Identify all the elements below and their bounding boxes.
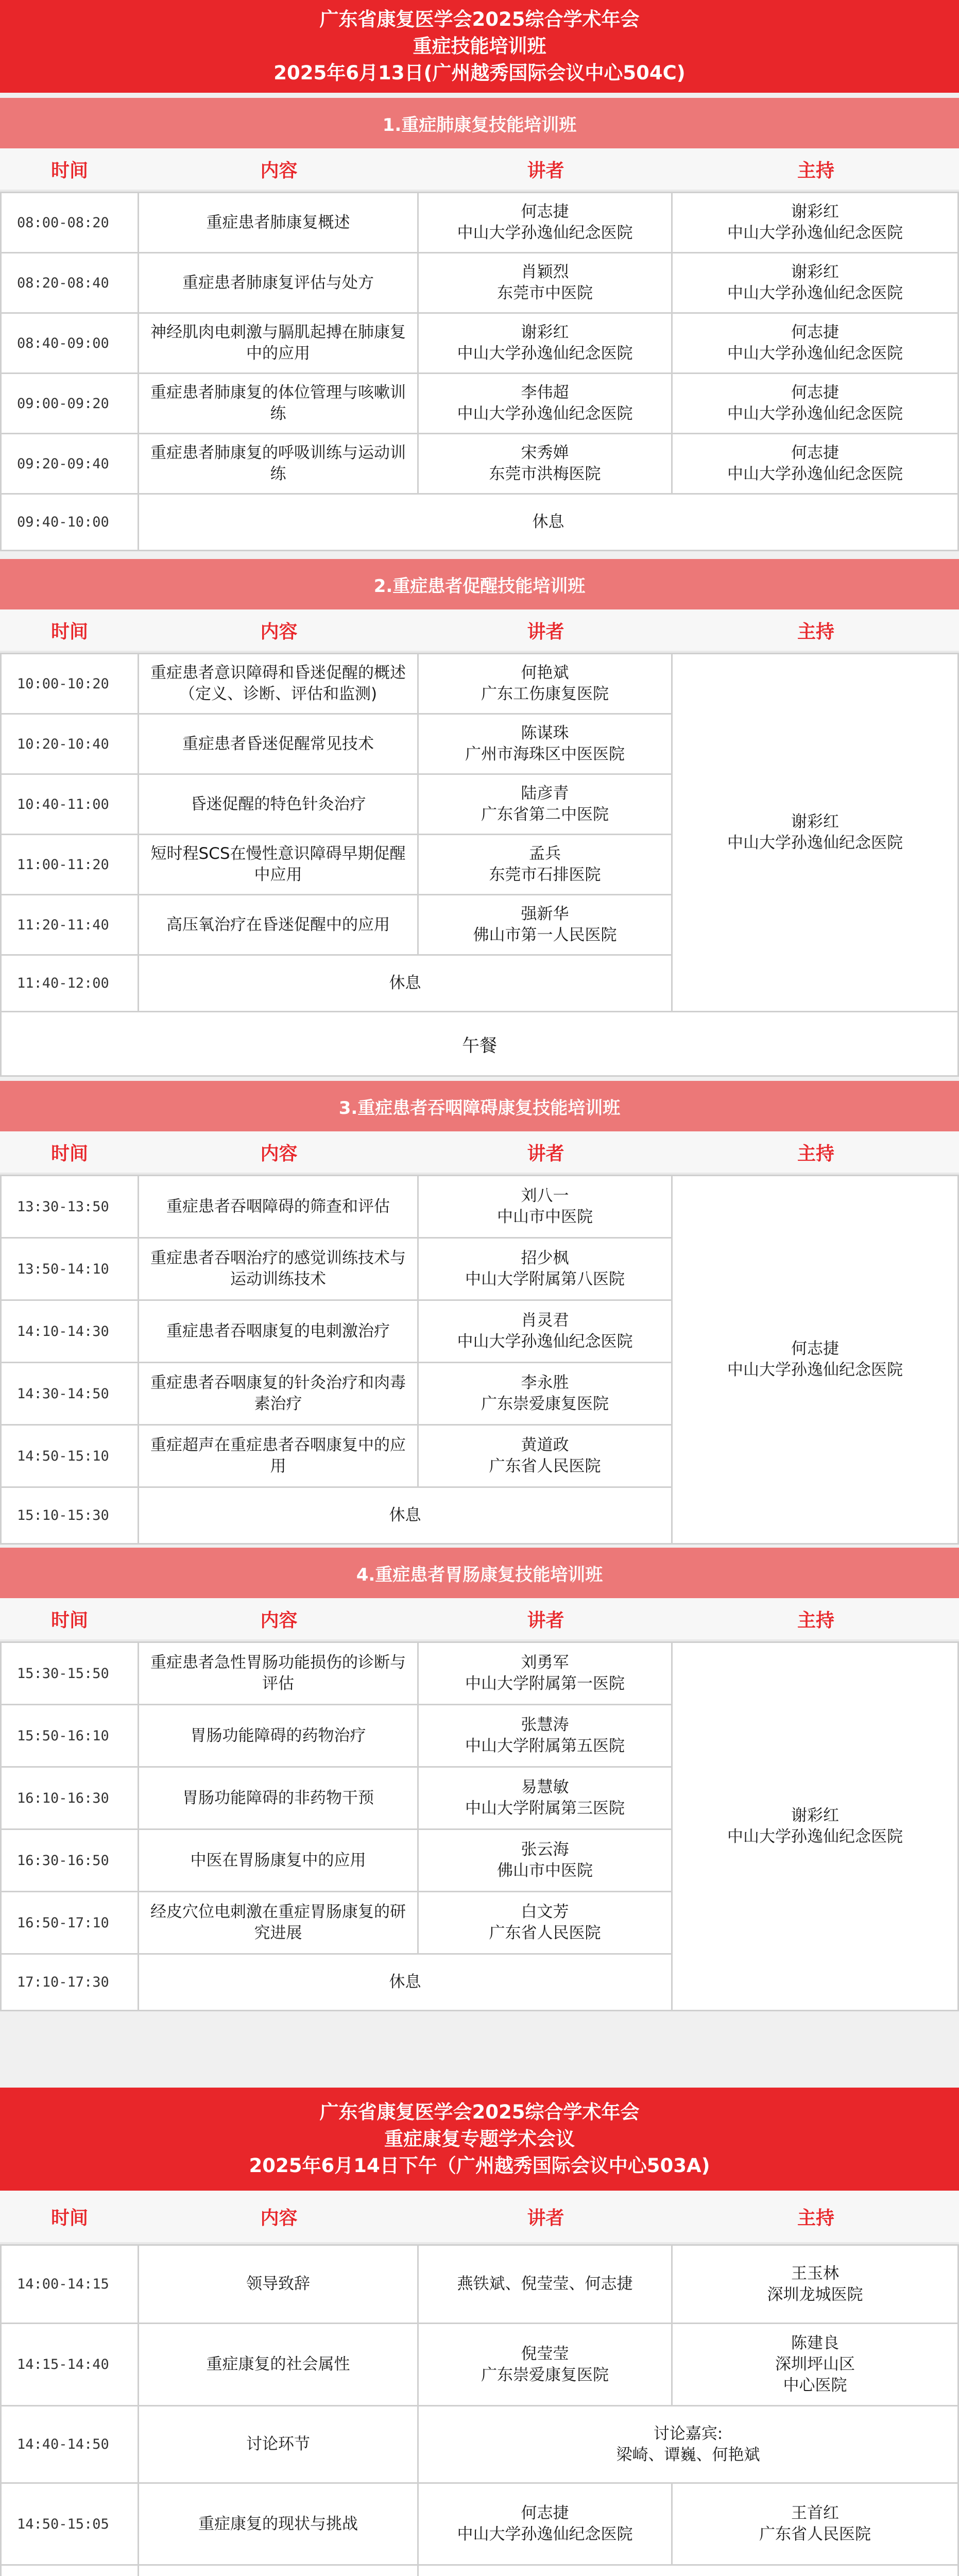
- column-time: 时间: [50, 160, 88, 181]
- topic-cell: 重症康复的现状与挑战: [139, 2484, 419, 2566]
- host-cell: 谢彩红 中山大学孙逸仙纪念医院: [673, 193, 959, 253]
- spacer: [0, 2011, 959, 2088]
- speaker-cell: 白文芳 广东省人民医院: [419, 1892, 673, 1955]
- section-table: [0, 1641, 959, 2011]
- column-time: 时间: [50, 1143, 88, 1164]
- time-cell: 15:50-16:10: [0, 1705, 139, 1768]
- spacer: [0, 551, 959, 559]
- speaker-cell: 倪莹莹 广东崇爱康复医院: [419, 2324, 673, 2406]
- break-time-cell: 09:40-10:00: [0, 495, 139, 551]
- break-cell: 休息: [139, 1488, 673, 1545]
- column-header-row: [0, 1598, 959, 1641]
- topic-cell: 重症患者肺康复概述: [139, 193, 419, 253]
- column-speaker: 讲者: [527, 1609, 564, 1631]
- host-cell: 何志捷 中山大学孙逸仙纪念医院: [673, 434, 959, 495]
- section-table: [0, 192, 959, 551]
- break-time-cell: 17:10-17:30: [0, 1955, 139, 2011]
- lunch-row: 午餐: [0, 1012, 959, 1077]
- topic-cell: 重症患者昏迷促醒常见技术: [139, 715, 419, 775]
- speaker-cell: 李伟超 中山大学孙逸仙纪念医院: [419, 374, 673, 434]
- topic-cell: 胃肠功能障碍的药物治疗: [139, 1705, 419, 1768]
- topic-cell: 重症患者吞咽康复的针灸治疗和肉毒素治疗: [139, 1363, 419, 1426]
- time-cell: 14:50-15:10: [0, 1426, 139, 1488]
- topic-cell: 短时程SCS在慢性意识障碍早期促醒中应用: [139, 835, 419, 895]
- time-cell: 13:50-14:10: [0, 1239, 139, 1301]
- column-time: 时间: [50, 2207, 88, 2229]
- header1-line3: 2025年6月13日(广州越秀国际会议中心504C): [273, 62, 686, 84]
- topic-cell: 胃肠功能障碍的非药物干预: [139, 1768, 419, 1830]
- topic-cell: 领导致辞: [139, 2246, 419, 2324]
- time-cell: 11:20-11:40: [0, 895, 139, 956]
- column-speaker: 讲者: [527, 160, 564, 181]
- column-speaker: 讲者: [527, 2207, 564, 2229]
- speaker-cell: 燕铁斌、倪莹莹、何志捷: [419, 2246, 673, 2324]
- speaker-cell: 何志捷 中山大学孙逸仙纪念医院: [419, 193, 673, 253]
- time-cell: 09:00-09:20: [0, 374, 139, 434]
- column-speaker: 讲者: [527, 1143, 564, 1164]
- host-cell: 何志捷 中山大学孙逸仙纪念医院: [673, 1176, 959, 1545]
- host-cell: 何志捷 中山大学孙逸仙纪念医院: [673, 314, 959, 374]
- section-title: 1.重症肺康复技能培训班: [0, 98, 959, 148]
- speaker-cell: 肖灵君 中山大学孙逸仙纪念医院: [419, 1301, 673, 1363]
- time-cell: 10:20-10:40: [0, 715, 139, 775]
- column-content: 内容: [260, 621, 298, 642]
- topic-cell: 经皮穴位电刺激在重症胃肠康复的研究进展: [139, 1892, 419, 1955]
- time-cell: 14:40-14:50: [0, 2406, 139, 2484]
- spacer: [0, 1077, 959, 1081]
- topic-cell: 重症患者吞咽治疗的感觉训练技术与运动训练技术: [139, 1239, 419, 1301]
- topic-cell: 重症患者肺康复评估与处方: [139, 253, 419, 314]
- topic-cell: 重症超声在重症患者吞咽康复中的应用: [139, 1426, 419, 1488]
- column-host: 主持: [797, 160, 834, 181]
- time-cell: 08:20-08:40: [0, 253, 139, 314]
- speaker-cell: 易慧敏 中山大学附属第三医院: [419, 1768, 673, 1830]
- column-speaker: 讲者: [527, 621, 564, 642]
- time-cell: 10:00-10:20: [0, 654, 139, 715]
- time-cell: 09:20-09:40: [0, 434, 139, 495]
- time-cell: 14:10-14:30: [0, 1301, 139, 1363]
- speaker-cell: 强新华 佛山市第一人民医院: [419, 895, 673, 956]
- topic-cell: 重症患者意识障碍和昏迷促醒的概述（定义、诊断、评估和监测): [139, 654, 419, 715]
- topic-cell: 重症患者吞咽障碍的筛查和评估: [139, 1176, 419, 1239]
- host-cell: 陈建良 深圳坪山区 中心医院: [673, 2324, 959, 2406]
- time-cell: 14:00-14:15: [0, 2246, 139, 2324]
- header1-line1: 广东省康复医学会2025综合学术年会: [319, 8, 640, 30]
- header1-line2: 重症技能培训班: [413, 35, 546, 57]
- column-content: 内容: [260, 160, 298, 181]
- topic-cell: 神经肌肉电刺激与膈肌起搏在肺康复中的应用: [139, 314, 419, 374]
- time-cell: 16:30-16:50: [0, 1830, 139, 1892]
- break-time-cell: 15:10-15:30: [0, 1488, 139, 1545]
- speaker-cell: 宋秀婵 东莞市洪梅医院: [419, 434, 673, 495]
- time-cell: 14:50-15:05: [0, 2484, 139, 2566]
- break-cell: 休息: [139, 1955, 673, 2011]
- column-header-row: [0, 2191, 959, 2244]
- column-content: 内容: [260, 1609, 298, 1631]
- column-time: 时间: [50, 1609, 88, 1631]
- host-cell: 谢彩红 中山大学孙逸仙纪念医院: [673, 253, 959, 314]
- column-host: 主持: [797, 1609, 834, 1631]
- time-cell: 14:15-14:40: [0, 2324, 139, 2406]
- time-cell: 16:10-16:30: [0, 1768, 139, 1830]
- header1-banner: [0, 0, 959, 93]
- time-cell: 08:40-09:00: [0, 314, 139, 374]
- speaker-cell: 陈谋珠 广州市海珠区中医医院: [419, 715, 673, 775]
- header2-banner: [0, 2088, 959, 2191]
- topic-cell: 中医在胃肠康复中的应用: [139, 1830, 419, 1892]
- break-time-cell: 11:40-12:00: [0, 956, 139, 1012]
- speaker-cell: 刘八一 中山市中医院: [419, 1176, 673, 1239]
- section-title: 4.重症患者胃肠康复技能培训班: [0, 1548, 959, 1598]
- topic-cell: 高压氧治疗在昏迷促醒中的应用: [139, 895, 419, 956]
- time-cell: 14:30-14:50: [0, 1363, 139, 1426]
- topic-cell: 重症患者急性胃肠功能损伤的诊断与评估: [139, 1643, 419, 1705]
- column-content: 内容: [260, 1143, 298, 1164]
- guests-cell: [419, 2566, 959, 2576]
- time-cell: 16:50-17:10: [0, 1892, 139, 1955]
- spacer: [0, 93, 959, 98]
- time-cell: 10:40-11:00: [0, 775, 139, 835]
- break-cell: 休息: [139, 495, 959, 551]
- host-cell: 王首红 广东省人民医院: [673, 2484, 959, 2566]
- section-title: 3.重症患者吞咽障碍康复技能培训班: [0, 1081, 959, 1131]
- time-cell: [0, 2566, 139, 2576]
- topic-cell: 重症康复的社会属性: [139, 2324, 419, 2406]
- speaker-cell: 孟兵 东莞市石排医院: [419, 835, 673, 895]
- time-cell: 15:30-15:50: [0, 1643, 139, 1705]
- column-header-row: [0, 1131, 959, 1175]
- topic-cell: 讨论环节: [139, 2406, 419, 2484]
- topic-cell: 重症患者肺康复的呼吸训练与运动训练: [139, 434, 419, 495]
- time-cell: 13:30-13:50: [0, 1176, 139, 1239]
- speaker-cell: 刘勇军 中山大学附属第一医院: [419, 1643, 673, 1705]
- topic-cell: 重症患者肺康复的体位管理与咳嗽训练: [139, 374, 419, 434]
- speaker-cell: 李永胜 广东崇爱康复医院: [419, 1363, 673, 1426]
- speaker-cell: 张慧涛 中山大学附属第五医院: [419, 1705, 673, 1768]
- speaker-cell: 何艳斌 广东工伤康复医院: [419, 654, 673, 715]
- afternoon-table: [0, 2244, 959, 2576]
- host-cell: 何志捷 中山大学孙逸仙纪念医院: [673, 374, 959, 434]
- column-time: 时间: [50, 621, 88, 642]
- section-table: [0, 653, 959, 1012]
- speaker-cell: 陆彦青 广东省第二中医院: [419, 775, 673, 835]
- column-host: 主持: [797, 2207, 834, 2229]
- time-cell: 08:00-08:20: [0, 193, 139, 253]
- time-cell: 11:00-11:20: [0, 835, 139, 895]
- speaker-cell: 肖颖烈 东莞市中医院: [419, 253, 673, 314]
- speaker-cell: 谢彩红 中山大学孙逸仙纪念医院: [419, 314, 673, 374]
- column-header-row: [0, 148, 959, 192]
- section-table: [0, 1175, 959, 1545]
- topic-cell: 重症患者吞咽康复的电刺激治疗: [139, 1301, 419, 1363]
- speaker-cell: 何志捷 中山大学孙逸仙纪念医院: [419, 2484, 673, 2566]
- column-host: 主持: [797, 1143, 834, 1164]
- topic-cell: [139, 2566, 419, 2576]
- speaker-cell: 招少枫 中山大学附属第八医院: [419, 1239, 673, 1301]
- host-cell: 王玉林 深圳龙城医院: [673, 2246, 959, 2324]
- column-host: 主持: [797, 621, 834, 642]
- guests-cell: 讨论嘉宾: 梁崎、谭巍、何艳斌: [419, 2406, 959, 2484]
- host-cell: 谢彩红 中山大学孙逸仙纪念医院: [673, 654, 959, 1012]
- speaker-cell: 张云海 佛山市中医院: [419, 1830, 673, 1892]
- host-cell: 谢彩红 中山大学孙逸仙纪念医院: [673, 1643, 959, 2011]
- topic-cell: 昏迷促醒的特色针灸治疗: [139, 775, 419, 835]
- column-header-row: [0, 609, 959, 653]
- header2-line1: 广东省康复医学会2025综合学术年会: [319, 2101, 640, 2123]
- header2-line2: 重症康复专题学术会议: [384, 2128, 575, 2150]
- header2-line3: 2025年6月14日下午（广州越秀国际会议中心503A): [249, 2155, 710, 2177]
- break-cell: 休息: [139, 956, 673, 1012]
- section-title: 2.重症患者促醒技能培训班: [0, 559, 959, 609]
- column-content: 内容: [260, 2207, 298, 2229]
- speaker-cell: 黄道政 广东省人民医院: [419, 1426, 673, 1488]
